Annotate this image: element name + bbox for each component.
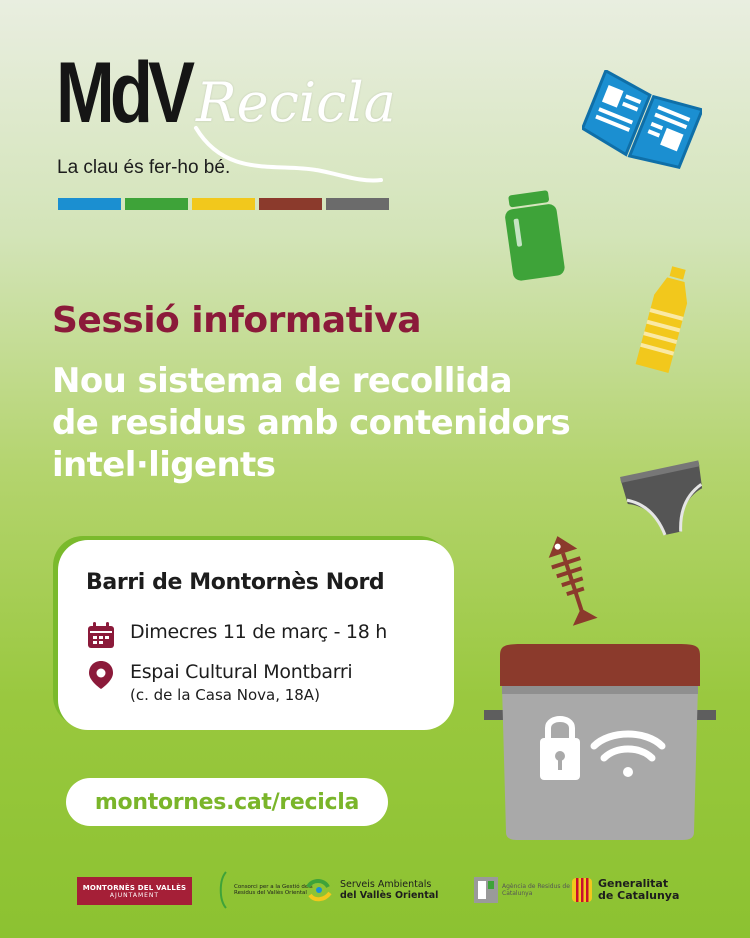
serveis-mark-icon	[306, 877, 332, 903]
location-pin-icon	[86, 660, 116, 690]
stripe-brown	[259, 198, 322, 210]
website-link[interactable]	[66, 778, 388, 826]
session-title: Sessió informativa	[52, 300, 422, 341]
event-date: Dimecres 11 de març - 18 h	[130, 621, 387, 643]
session-subtitle	[52, 360, 652, 486]
logo-consorci: Consorci per a la Gestió dels Residus del Vallès Oriental	[218, 870, 324, 910]
logo-serveis-ambientals: Serveis Ambientals del Vallès Oriental	[306, 870, 438, 910]
subtitle-line: Nou sistema de recollida	[52, 361, 512, 401]
stripe-yellow	[192, 198, 255, 210]
jar-icon	[496, 186, 578, 286]
event-venue: Espai Cultural Montbarri	[130, 661, 353, 683]
subtitle-line: de residus amb contenidors	[52, 403, 571, 443]
event-venue-row	[86, 660, 352, 705]
logo-recicla: Recicla	[196, 71, 396, 134]
fishbone-icon	[538, 530, 604, 626]
stripe-green	[125, 198, 188, 210]
diaper-icon	[620, 458, 712, 544]
logo-arc: Agència de Residus de Catalunya	[474, 870, 572, 910]
subtitle-line: intel·ligents	[52, 445, 276, 485]
neighbourhood-title: Barri de Montornès Nord	[86, 570, 385, 595]
arc-mark-icon	[474, 877, 498, 903]
stripe-grey	[326, 198, 389, 210]
smart-container-icon	[482, 642, 718, 842]
logo-generalitat: Generalitat de Catalunya	[572, 870, 679, 910]
senyera-icon	[572, 878, 592, 902]
event-date-row	[86, 620, 387, 650]
bottle-icon	[628, 262, 700, 378]
tagline: La clau és fer-ho bé.	[57, 157, 231, 178]
event-address: (c. de la Casa Nova, 18A)	[130, 686, 320, 704]
book-icon	[582, 70, 702, 170]
color-stripes	[58, 198, 389, 210]
logo-ajuntament: MONTORNÈS DEL VALLÈS AJUNTAMENT	[77, 877, 192, 905]
event-card	[58, 540, 454, 730]
stripe-blue	[58, 198, 121, 210]
logo-mdv: MdV	[56, 45, 191, 141]
consorci-mark-icon	[218, 870, 228, 910]
calendar-icon	[86, 620, 116, 650]
website-url: montornes.cat/recicla	[94, 789, 360, 815]
